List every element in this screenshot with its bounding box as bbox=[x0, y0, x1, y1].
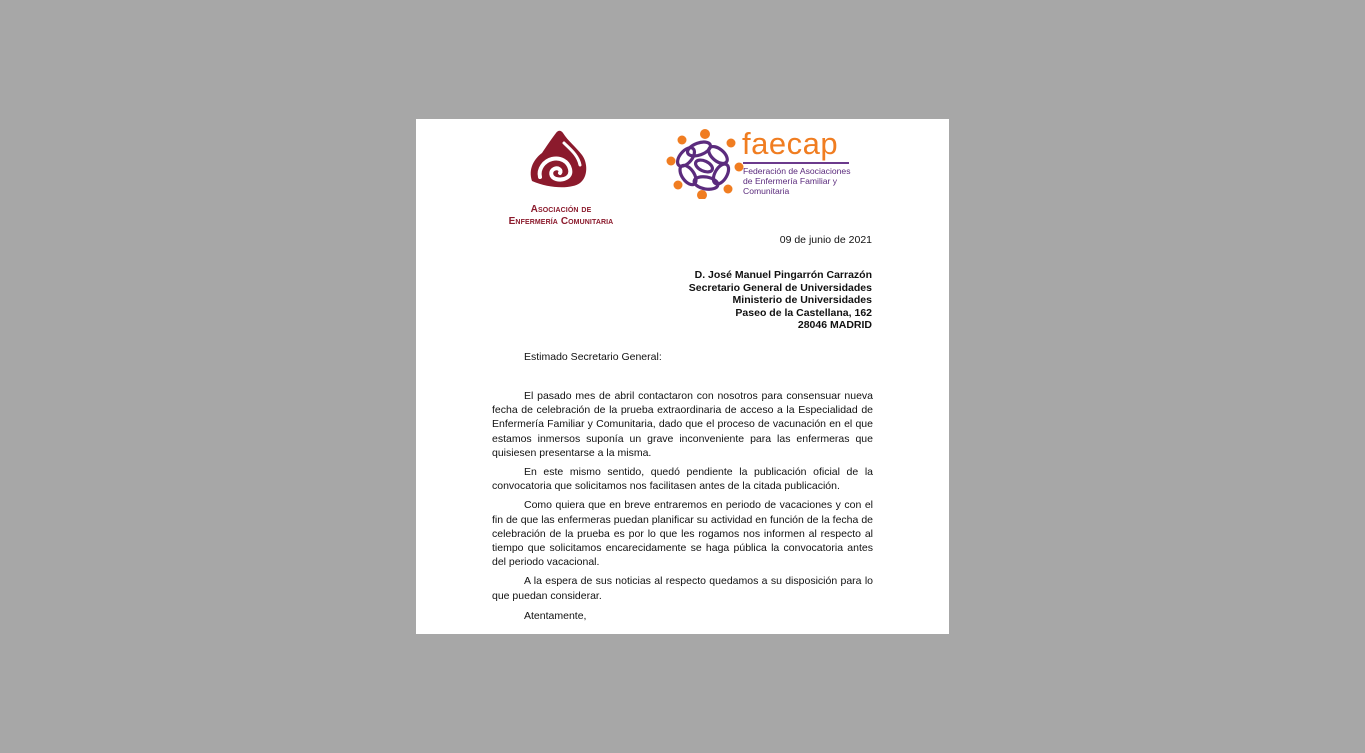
aec-name-line1: Asociación de bbox=[530, 204, 592, 215]
aec-name bbox=[494, 204, 628, 228]
faecap-subtitle-line1: Federación de Asociaciones bbox=[743, 166, 851, 176]
closing: Atentamente, bbox=[524, 610, 587, 622]
paragraph: En este mismo sentido, quedó pendiente la publicación oficial de la convocatoria que solicitamos nos facilitasen antes de la citada publicación. bbox=[492, 466, 873, 493]
paragraph: El pasado mes de abril contactaron con nosotros para consensuar nueva fecha de celebración de la prueba extraordinaria de acceso a la Especialidad de Enfermería Familiar y Comunitaria, dado que el proceso de vacunación en el que estamos inmersos suponía un grave inconveniente para las enfermeras que quisiesen presentarse a la misma. bbox=[492, 390, 873, 459]
letter-page bbox=[416, 119, 949, 634]
recipient-city: 28046 MADRID bbox=[797, 319, 872, 331]
aec-logo bbox=[494, 129, 628, 227]
recipient-ministry: Ministerio de Universidades bbox=[732, 294, 872, 306]
faecap-subtitle-line2: de Enfermería Familiar y bbox=[743, 176, 838, 186]
faecap-subtitle bbox=[743, 166, 863, 196]
faecap-ring-logo-icon bbox=[666, 129, 744, 199]
recipient-name: D. José Manuel Pingarrón Carrazón bbox=[694, 269, 872, 281]
recipient-street: Paseo de la Castellana, 162 bbox=[735, 306, 872, 319]
paragraph: Como quiera que en breve entraremos en periodo de vacaciones y con el fin de que las enfermeras puedan planificar su actividad en función de la fecha de celebración de la prueba es por lo que les rogamos nos informen al respecto al tiempo que solicitamos encarecidamente se haga pública la convocatoria antes del periodo vacacional. bbox=[492, 499, 873, 569]
recipient-title: Secretario General de Universidades bbox=[688, 281, 872, 294]
faecap-logo bbox=[666, 126, 856, 209]
aec-spiral-logo-icon bbox=[524, 129, 592, 191]
letter-date: 09 de junio de 2021 bbox=[779, 234, 872, 246]
paragraph: A la espera de sus noticias al respecto quedamos a su disposición para lo que puedan considerar. bbox=[492, 575, 873, 602]
faecap-underline bbox=[743, 162, 849, 164]
aec-name-line2: Enfermería Comunitaria bbox=[508, 216, 614, 227]
faecap-subtitle-line3: Comunitaria bbox=[743, 186, 790, 196]
greeting: Estimado Secretario General: bbox=[524, 351, 662, 363]
recipient-address bbox=[689, 269, 872, 332]
faecap-name: faecap bbox=[742, 126, 839, 161]
letter-body bbox=[492, 389, 873, 608]
